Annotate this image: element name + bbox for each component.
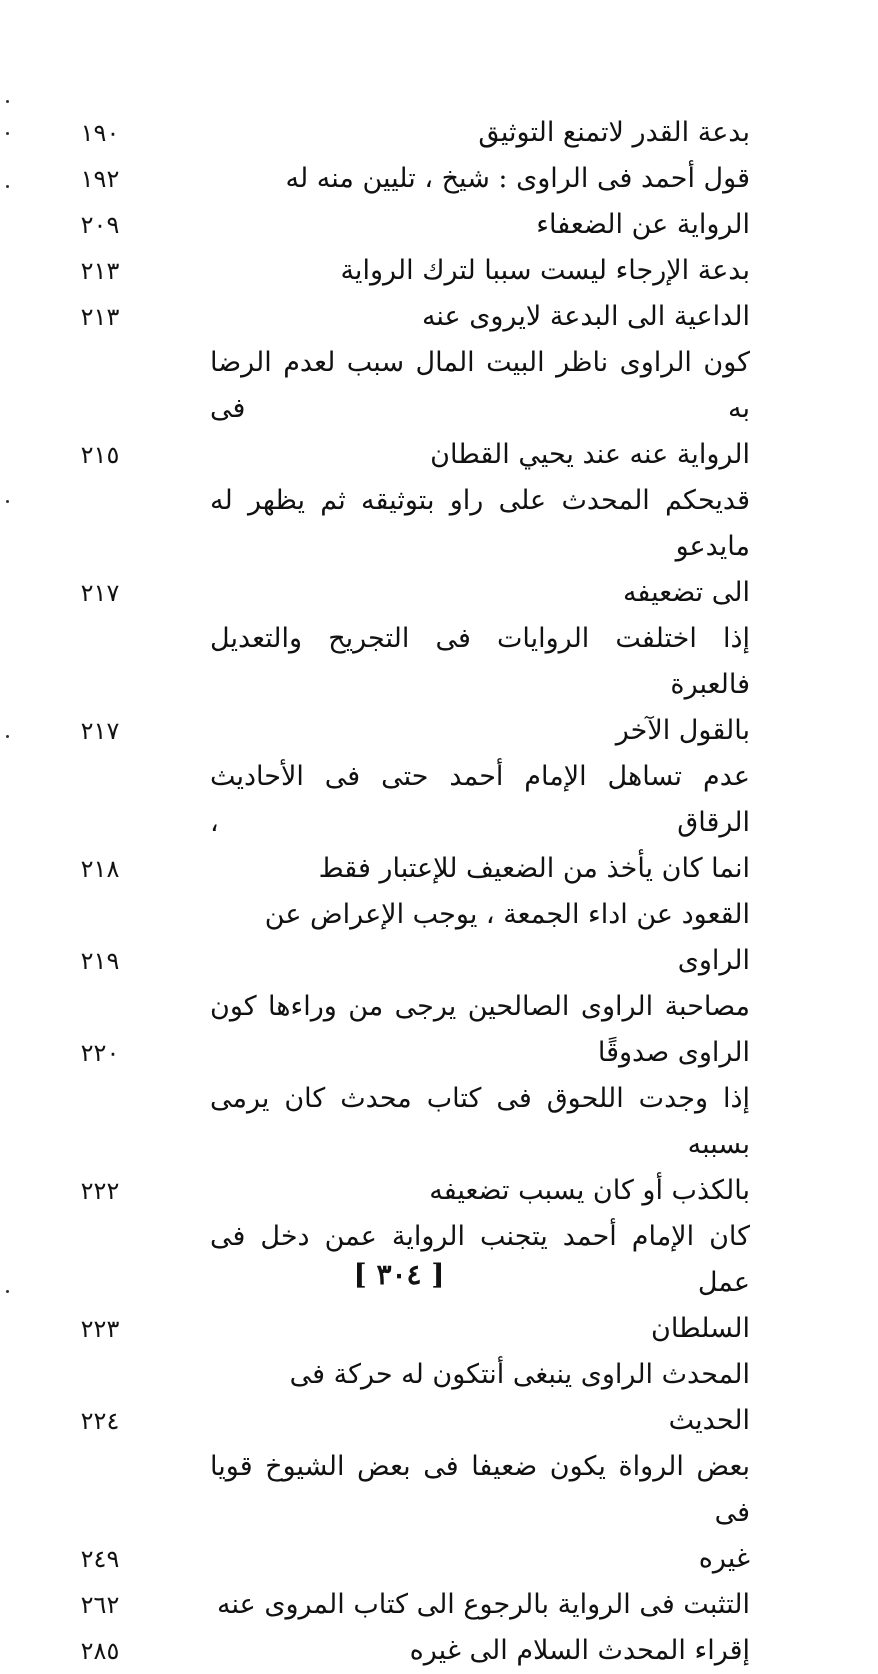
toc-entry-page-number: ٢١٧ <box>80 717 120 745</box>
toc-entry-page-number: ٢٦٢ <box>80 1591 120 1619</box>
toc-entry-line: كان الإمام أحمد يتجنب الرواية عمن دخل فى عمل <box>210 1221 750 1298</box>
toc-entry-title <box>210 478 760 616</box>
toc-entry-page-number: ١٩٢ <box>80 165 120 193</box>
scan-speck <box>6 185 9 188</box>
toc-entry-title <box>210 1214 760 1352</box>
toc-entry <box>60 1444 760 1582</box>
toc-entry-line: الرواية عنه عند يحيي القطان <box>430 439 750 470</box>
toc-entry-line: بدعة الإرجاء ليست سببا لترك الرواية <box>340 255 750 286</box>
toc-entry-page-number: ٢١٧ <box>80 579 120 607</box>
toc-entry-line: إقراء المحدث السلام الى غيره <box>409 1635 750 1666</box>
toc-entry-line: السلطان <box>651 1313 750 1344</box>
toc-entry-title <box>210 1582 760 1628</box>
toc-entry <box>60 156 760 202</box>
toc-entry-title <box>210 754 760 892</box>
toc-entry-title <box>210 1076 760 1214</box>
toc-entry-title <box>210 1444 760 1582</box>
toc-entry-line: الراوى صدوقًا <box>597 1037 750 1068</box>
toc-entry <box>60 1582 760 1628</box>
toc-entry <box>60 248 760 294</box>
toc-entry-line: إذا اختلفت الروايات فى التجريح والتعديل فالعبرة <box>210 623 750 700</box>
toc-entry <box>60 202 760 248</box>
toc-entry-page-number: ٢٠٩ <box>80 211 120 239</box>
toc-entry <box>60 616 760 754</box>
toc-entry <box>60 984 760 1076</box>
toc-entry-title <box>210 202 760 248</box>
toc-entry-line: القعود عن اداء الجمعة ، يوجب الإعراض عن الراوى <box>264 899 750 976</box>
toc-entry-line: بالقول الآخر <box>615 715 750 746</box>
toc-entry-line: الرواية عن الضعفاء <box>536 209 750 240</box>
toc-entry-page-number: ٢٢٤ <box>80 1407 120 1435</box>
toc-entry-page-number: ٢١٥ <box>80 441 120 469</box>
toc-entry-line: إذا وجدت اللحوق فى كتاب محدث كان يرمى بسببه <box>210 1083 750 1160</box>
toc-entry <box>60 1352 760 1444</box>
toc-entry-line: المحدث الراوى ينبغى أنتكون له حركة فى الحديث <box>289 1359 750 1436</box>
toc-entry <box>60 1628 760 1674</box>
toc-entry <box>60 478 760 616</box>
toc-entry-page-number: ٢١٣ <box>80 257 120 285</box>
toc-entry <box>60 1076 760 1214</box>
toc-entry-line: بعض الرواة يكون ضعيفا فى بعض الشيوخ قويا فى <box>210 1451 750 1528</box>
toc-entry-line: انما كان يأخذ من الضعيف للإعتبار فقط <box>318 853 750 884</box>
toc-entry-title <box>210 110 760 156</box>
toc-entry-line: الداعية الى البدعة لايروى عنه <box>421 301 750 332</box>
scan-speck <box>6 735 9 738</box>
toc-entry-line: غيره <box>698 1543 750 1574</box>
toc-entry-line: بدعة القدر لاتمنع التوثيق <box>478 117 750 148</box>
scan-speck <box>6 132 9 135</box>
toc-entry-page-number: ٢٨٥ <box>80 1637 120 1665</box>
scan-speck <box>6 100 9 103</box>
toc-entry-line: الى تضعيفه <box>622 577 750 608</box>
toc-entry-line: التثبت فى الرواية بالرجوع الى كتاب المروى عنه <box>217 1589 750 1620</box>
toc-entry-line: قول أحمد فى الراوى : شيخ ، تليين منه له <box>285 163 750 194</box>
toc-entry-page-number: ١٩٠ <box>80 119 120 147</box>
toc-entry-line: مصاحبة الراوى الصالحين يرجى من وراءها كون <box>210 991 750 1022</box>
toc-entry-page-number: ٢١٨ <box>80 855 120 883</box>
toc-entry-page-number: ٢٢٣ <box>80 1315 120 1343</box>
toc-entry <box>60 340 760 478</box>
toc-entry <box>60 892 760 984</box>
toc-entry-title <box>210 616 760 754</box>
toc-entry-page-number: ٢١٩ <box>80 947 120 975</box>
toc-entry-title <box>210 340 760 478</box>
toc-entry-line: قديحكم المحدث على راو بتوثيقه ثم يظهر له مايدعو <box>210 485 750 562</box>
scan-speck <box>6 1290 9 1293</box>
table-of-contents <box>60 110 760 1674</box>
toc-entry-title <box>210 156 760 202</box>
toc-entry-line: بالكذب أو كان يسبب تضعيفه <box>429 1175 750 1206</box>
toc-entry-page-number: ٢٤٩ <box>80 1545 120 1573</box>
scan-speck <box>6 500 9 503</box>
toc-entry-title <box>210 984 760 1076</box>
toc-entry-title <box>210 1628 760 1674</box>
toc-entry-page-number: ٢١٣ <box>80 303 120 331</box>
toc-entry-line: كون الراوى ناظر البيت المال سبب لعدم الرضا به فى <box>210 347 750 424</box>
toc-entry-title <box>210 294 760 340</box>
toc-entry-title <box>210 248 760 294</box>
toc-entry-line: عدم تساهل الإمام أحمد حتى فى الأحاديث الرقاق ، <box>210 761 750 838</box>
toc-entry <box>60 754 760 892</box>
toc-entry-title <box>210 1352 760 1444</box>
toc-entry-page-number: ٢٢٢ <box>80 1177 120 1205</box>
toc-entry <box>60 294 760 340</box>
toc-entry-title <box>210 892 760 984</box>
toc-entry-page-number: ٢٢٠ <box>80 1039 120 1067</box>
page-number-folio: [ ٣٠٤ ] <box>353 1258 445 1291</box>
toc-entry <box>60 110 760 156</box>
